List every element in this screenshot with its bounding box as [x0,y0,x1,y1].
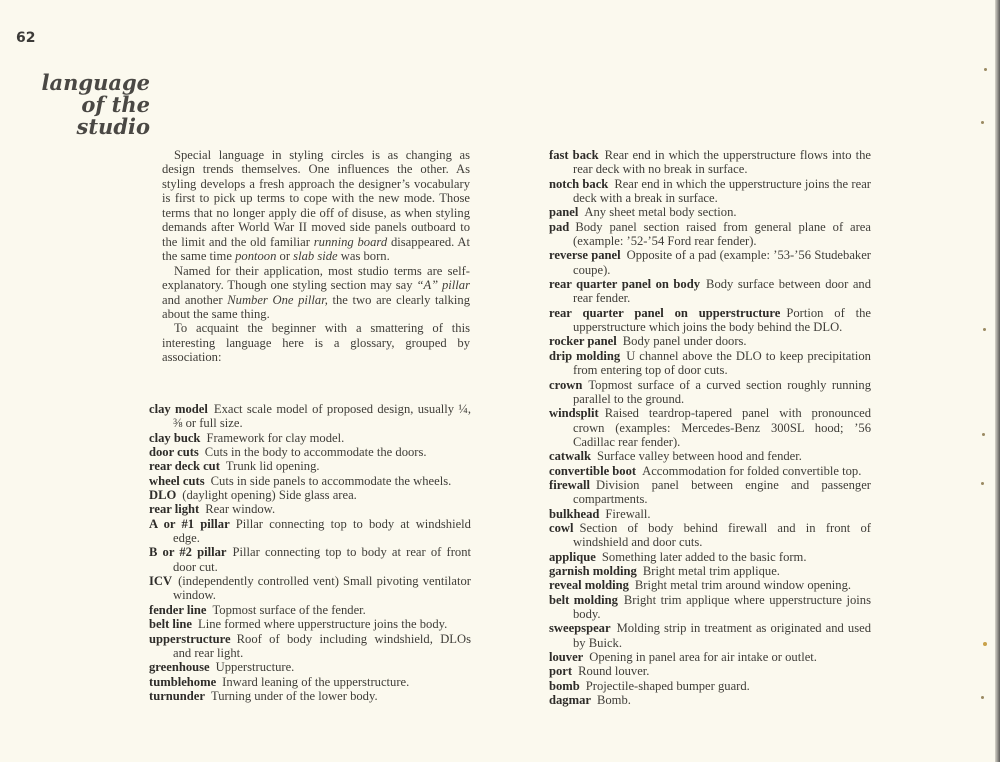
glossary-entry [549,478,871,507]
glossary-term: B or #2 pillar [149,545,227,560]
glossary-term: panel [549,205,579,220]
glossary-entry [549,334,871,348]
glossary-term: reveal molding [549,578,629,593]
glossary-definition: Section of body behind firewall and in front of windshield and door cuts. [573,520,871,550]
glossary-term: pad [549,219,570,234]
glossary-term: greenhouse [149,660,210,675]
paper-speck [981,482,984,485]
glossary-entry [549,621,871,650]
glossary-definition: Division panel between engine and passenger compartments. [573,477,871,507]
glossary-definition: Body surface between door and rear fender. [573,277,872,306]
glossary-definition: Rear end in which the upperstructure flows into the rear deck with no break in surface. [573,148,871,177]
glossary-entry [149,675,471,689]
glossary-definition: Roof of body including windshield, DLOs and rear light. [173,631,471,660]
glossary-term: sweepspear [549,621,611,636]
glossary-term: rear quarter panel on upperstructure [549,305,781,320]
page-title [40,72,150,138]
glossary-entry [549,248,871,277]
glossary-entry [149,431,471,445]
glossary-entry [149,502,471,516]
page-number: 62 [16,30,36,46]
glossary-term: windsplit [549,406,599,421]
glossary-right-column [549,148,871,707]
glossary-entry [149,474,471,488]
glossary-definition: Something later added to the basic form. [601,549,807,564]
glossary-definition: Accommodation for folded convertible top. [642,463,862,478]
glossary-term: cowl [549,520,574,535]
glossary-definition: Opposite of a pad (example: ’53-’56 Studebaker coupe). [573,248,871,277]
page-edge [995,0,1000,762]
glossary-definition: Upperstructure. [215,660,295,675]
glossary-entry [149,445,471,459]
glossary-entry [549,550,871,564]
glossary-definition: Bomb. [596,693,631,708]
glossary-definition: Projectile-shaped bumper guard. [585,678,750,693]
glossary-entry [549,177,871,206]
glossary-term: wheel cuts [149,473,205,488]
paper-speck [982,433,985,436]
glossary-term: applique [549,549,596,564]
glossary-entry [149,603,471,617]
glossary-definition: Body panel section raised from general plane of area (example: ’52-’54 Ford rear fender). [573,219,871,249]
paper-speck [984,68,987,71]
glossary-entry [549,306,871,335]
glossary-term: belt molding [549,592,618,607]
glossary-definition: (independently controlled vent) Small pivoting ventilator window. [173,574,471,603]
glossary-term: DLO [149,488,177,503]
glossary-entry [149,459,471,473]
intro-paragraph: To acquaint the beginner with a smattering of this interesting language here is a glossary, grouped by association: [162,321,470,365]
glossary-entry [549,650,871,664]
paper-speck [981,121,984,124]
glossary-term: upperstructure [149,631,231,646]
glossary-entry [549,664,871,678]
glossary-definition: Surface valley between hood and fender. [596,449,802,464]
glossary-left-column [149,402,471,703]
glossary-definition: Topmost surface of the fender. [212,602,366,617]
glossary-term: clay buck [149,430,201,445]
glossary-term: firewall [549,477,591,492]
glossary-definition: Any sheet metal body section. [584,205,737,220]
glossary-definition: Portion of the upperstructure which joins the body behind the DLO. [573,305,871,335]
glossary-definition: Molding strip in treatment as originated and used by Buick. [573,621,871,650]
glossary-term: drip molding [549,348,621,363]
glossary-definition: Turning under of the lower body. [210,688,378,703]
glossary-term: clay model [149,402,208,416]
intro-paragraph: Named for their application, most studio terms are self-explanatory. Though one styling section may say “A” pillar and another Number One pillar, the two are clearly talking about the same thing. [162,263,470,321]
glossary-entry [549,593,871,622]
glossary-definition: Cuts in side panels to accommodate the wheels. [210,473,452,488]
glossary-term: convertible boot [549,463,637,478]
glossary-definition: Raised teardrop-tapered panel with pronounced crown (examples: Mercedes-Benz 300SL hood; ’56 Cadillac rear fender). [573,406,871,449]
glossary-term: turnunder [149,688,205,703]
glossary-definition: (daylight opening) Side glass area. [182,488,357,503]
glossary-entry [549,277,871,306]
glossary-entry [549,693,871,707]
glossary-term: garnish molding [549,563,637,578]
intro-text [162,148,470,365]
glossary-definition: Cuts in the body to accommodate the doors. [204,445,427,460]
glossary-definition: Pillar connecting top to body at windshield edge. [173,516,471,546]
glossary-term: door cuts [149,445,199,460]
glossary-entry [149,402,471,431]
glossary-entry [149,517,471,546]
glossary-term: rear quarter panel on body [549,277,701,292]
glossary-definition: Rear window. [205,502,276,517]
glossary-term: fast back [549,148,599,162]
glossary-term: bulkhead [549,506,600,521]
glossary-entry [549,378,871,407]
glossary-entry [549,521,871,550]
glossary-entry [149,488,471,502]
glossary-entry [149,660,471,674]
glossary-term: rocker panel [549,334,617,349]
paper-speck [983,328,986,331]
glossary-term: bomb [549,678,580,693]
glossary-entry [549,349,871,378]
glossary-entry [549,464,871,478]
glossary-term: tumblehome [149,674,217,689]
glossary-term: crown [549,377,583,392]
glossary-entry [549,220,871,249]
glossary-entry [549,578,871,592]
glossary-term: reverse panel [549,248,621,263]
glossary-term: port [549,664,573,679]
glossary-definition: Bright trim applique where upperstructure joins body. [573,592,871,621]
glossary-entry [549,679,871,693]
glossary-definition: Rear end in which the upperstructure joins the rear deck with a break in surface. [573,176,871,206]
glossary-entry [549,507,871,521]
glossary-entry [149,689,471,703]
title-line: language [41,70,150,95]
glossary-term: ICV [149,574,173,589]
glossary-definition: Inward leaning of the upperstructure. [222,674,410,689]
glossary-entry [149,574,471,603]
glossary-entry [549,205,871,219]
glossary-term: rear light [149,502,200,517]
glossary-definition: Framework for clay model. [206,430,345,445]
glossary-definition: Exact scale model of proposed design, usually ¼, ⅜ or full size. [173,402,471,431]
glossary-definition: Line formed where upperstructure joins the body. [198,617,448,632]
glossary-definition: Firewall. [605,506,651,521]
glossary-definition: U channel above the DLO to keep precipitation from entering top of door cuts. [573,348,871,378]
glossary-entry [149,545,471,574]
glossary-term: catwalk [549,449,591,464]
paper-speck [983,642,987,646]
glossary-term: fender line [149,602,207,617]
glossary-definition: Opening in panel area for air intake or outlet. [589,650,817,665]
intro-paragraph: Special language in styling circles is as changing as design trends themselves. One influences the other. As styling develops a fresh approach the designer’s vocabulary is first to pick up terms to cope with the new mode. Those terms that no longer apply die off of disuse, as when styling demands after World War II moved side panels outboard to the limit and the old familiar running board disappeared. At the same time pontoon or slab side was born. [162,148,471,264]
glossary-term: dagmar [549,693,591,708]
glossary-entry [549,406,871,449]
glossary-term: A or #1 pillar [149,516,230,531]
glossary-entry [549,564,871,578]
paper-speck [981,696,984,699]
glossary-definition: Round louver. [578,664,650,679]
glossary-entry [149,632,471,661]
glossary-definition: Bright metal trim applique. [642,563,780,578]
glossary-definition: Bright metal trim around window opening. [634,578,852,593]
glossary-term: notch back [549,176,609,191]
glossary-entry [549,449,871,463]
glossary-definition: Trunk lid opening. [225,459,320,474]
glossary-entry [549,148,871,177]
title-line: of the [81,92,150,117]
glossary-definition: Body panel under doors. [622,334,747,349]
title-line: studio [76,114,150,139]
glossary-definition: Pillar connecting top to body at rear of front door cut. [173,545,471,574]
glossary-term: belt line [149,617,193,632]
glossary-term: louver [549,650,584,665]
glossary-term: rear deck cut [149,459,220,474]
glossary-definition: Topmost surface of a curved section roughly running parallel to the ground. [573,377,871,406]
glossary-entry [149,617,471,631]
